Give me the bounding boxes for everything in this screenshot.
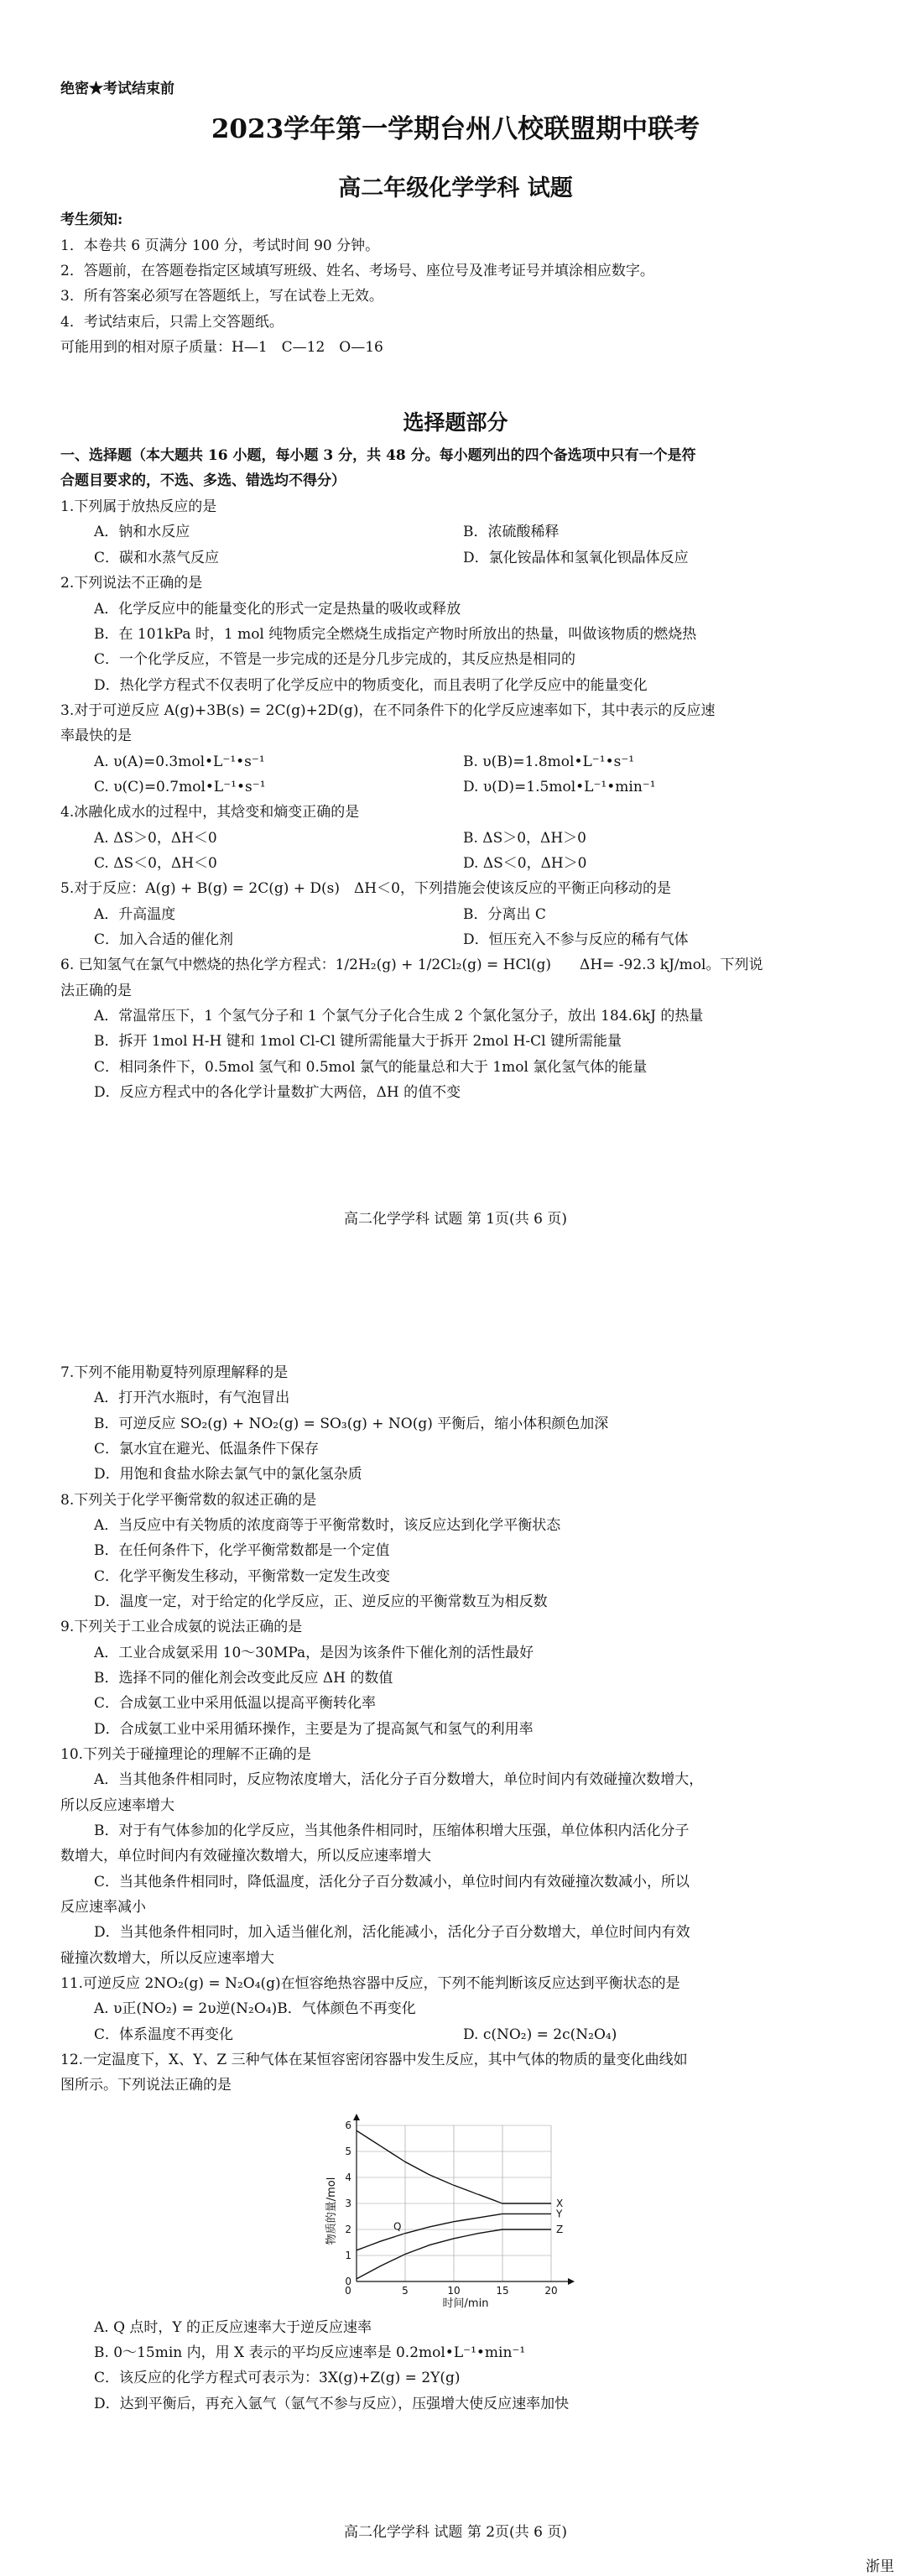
q4-option-a: A. ΔS＞0，ΔH＜0 [94,830,217,847]
x-tick-label: 5 [402,2285,409,2297]
q9-option-b: B．选择不同的催化剂会改变此反应 ΔH 的数值 [94,1670,393,1687]
q4-option-c: C. ΔS＜0，ΔH＜0 [94,855,217,872]
q7-option-d: D．用饱和食盐水除去氯气中的氯化氢杂质 [94,1466,362,1483]
q3-option-d: D. υ(D)=1.5mol•L⁻¹•min⁻¹ [463,779,656,795]
secret-label: 绝密★考试结束前 [60,81,174,97]
q8-option-a: A．当反应中有关物质的浓度商等于平衡常数时，该反应达到化学平衡状态 [94,1517,561,1534]
q11-option-d: D. c(NO₂) = 2c(N₂O₄) [463,2026,617,2043]
notes-heading: 考生须知: [60,211,123,228]
y-axis-label: 物质的量/mol [325,2177,338,2245]
y-tick-label: 5 [345,2146,351,2157]
y-tick-label: 2 [345,2224,351,2235]
q1-option-b: B．浓硫酸稀释 [463,524,560,540]
q6-option-b: B．拆开 1mol H-H 键和 1mol Cl-Cl 键所需能量大于拆开 2mol H-Cl 键所需能量 [94,1033,622,1050]
q2-option-c: C．一个化学反应，不管是一步完成的还是分几步完成的，其反应热是相同的 [94,651,576,668]
q9-stem: 9.下列关于工业合成氨的说法正确的是 [60,1619,303,1635]
x-axis-arrow [568,2278,575,2285]
q3-option-b: B. υ(B)=1.8mol•L⁻¹•s⁻¹ [463,754,635,770]
q8-option-c: C．化学平衡发生移动，平衡常数一定发生改变 [94,1568,391,1585]
q12-option-d: D．达到平衡后，再充入氩气（氩气不参与反应），压强增大使反应速率加快 [94,2396,570,2412]
q2-stem: 2.下列说法不正确的是 [60,575,203,592]
note-item: 3．所有答案必须写在答题纸上，写在试卷上无效。 [60,288,383,305]
section-instructions: 一、选择题（本大题共 16 小题，每小题 3 分，共 48 分。每小题列出的四个备选项中只有一个是符 [60,447,696,464]
q10-option-c-cont: 反应速率减小 [60,1899,146,1916]
q9-option-d: D．合成氨工业中采用循环操作，主要是为了提高氮气和氢气的利用率 [94,1721,534,1738]
q6-stem: 6. 已知氢气在氯气中燃烧的热化学方程式：1/2H₂(g) + 1/2Cl₂(g) = HCl(g) ΔH= -92.3 kJ/mol。下列说 [60,957,763,973]
q5-option-a: A．升高温度 [94,906,176,923]
q11-stem: 11.可逆反应 2NO₂(g) = N₂O₄(g)在恒容绝热容器中反应，下列不能判断该反应达到平衡状态的是 [60,1975,680,1992]
q12-option-b: B. 0～15min 内，用 X 表示的平均反应速率是 0.2mol•L⁻¹•min⁻¹ [94,2344,526,2361]
q2-option-a: A．化学反应中的能量变化的形式一定是热量的吸收或释放 [94,601,461,618]
y-tick-label: 4 [345,2172,351,2183]
series-label-z: Z [556,2224,564,2235]
note-item: 2．答题前，在答题卷指定区域填写班级、姓名、考场号、座位号及准考证号并填涂相应数字。 [60,263,654,279]
y-tick-label: 3 [345,2198,351,2209]
page-footer: 高二化学学科 试题 第 2页(共 6 页) [344,2524,567,2541]
y-tick-label: 0 [345,2276,351,2287]
section-title: 选择题部分 [403,410,508,435]
q4-stem: 4.冰融化成水的过程中，其焓变和熵变正确的是 [60,804,360,821]
q2-option-b: B．在 101kPa 时，1 mol 纯物质完全燃烧生成指定产物时所放出的热量，叫做该物质的燃烧热 [94,626,697,643]
q7-option-a: A．打开汽水瓶时，有气泡冒出 [94,1390,290,1406]
q9-option-c: C．合成氨工业中采用低温以提高平衡转化率 [94,1695,377,1712]
q9-option-a: A．工业合成氨采用 10～30MPa，是因为该条件下催化剂的活性最好 [94,1645,534,1661]
q12-stem-cont: 图所示。下列说法正确的是 [60,2077,232,2094]
y-axis-arrow [353,2114,360,2120]
x-tick-label: 10 [447,2285,461,2297]
series-label-x: X [556,2198,564,2209]
exam-subtitle: 高二年级化学学科 试题 [338,175,573,201]
x-tick-label: 15 [496,2285,509,2297]
q1-option-a: A．钠和水反应 [94,524,190,540]
y-tick-label: 6 [345,2120,351,2131]
q5-option-b: B．分离出 C [463,906,546,923]
exam-title: 2023学年第一学期台州八校联盟期中联考 [211,114,700,144]
q4-option-b: B. ΔS＞0，ΔH＞0 [463,830,586,847]
q10-option-d: D．当其他条件相同时，加入适当催化剂，活化能减小，活化分子百分数增大，单位时间内有效 [94,1924,690,1941]
q3-option-a: A. υ(A)=0.3mol•L⁻¹•s⁻¹ [94,754,265,770]
q10-option-b: B．对于有气体参加的化学反应，当其他条件相同时，压缩体积增大压强，单位体积内活化分子 [94,1822,690,1839]
note-item: 1．本卷共 6 页满分 100 分，考试时间 90 分钟。 [60,237,380,254]
x-tick-label: 20 [544,2285,558,2297]
q6-stem-cont: 法正确的是 [60,983,132,999]
q10-option-d-cont: 碰撞次数增大，所以反应速率增大 [60,1950,274,1967]
corner-mark: 浙里 [866,2558,894,2575]
q11-option-c: C．体系温度不再变化 [94,2026,234,2043]
q8-stem: 8.下列关于化学平衡常数的叙述正确的是 [60,1492,317,1509]
q5-stem: 5.对于反应：A(g) + B(g) = 2C(g) + D(s) ΔH＜0，下列措施会使该反应的平衡正向移动的是 [60,880,671,897]
q10-option-b-cont: 数增大，单位时间内有效碰撞次数增大，所以反应速率增大 [60,1848,431,1864]
q3-stem: 3.对于可逆反应 A(g)+3B(s) = 2C(g)+2D(g)，在不同条件下的化学反应速率如下，其中表示的反应速 [60,702,716,719]
q1-stem: 1.下列属于放热反应的是 [60,498,217,515]
x-tick-label: 0 [345,2285,351,2297]
q5-option-d: D．恒压充入不参与反应的稀有气体 [463,931,689,948]
q10-option-a-cont: 所以反应速率增大 [60,1797,174,1814]
q7-option-c: C．氯水宜在避光、低温条件下保存 [94,1441,320,1457]
q6-option-d: D．反应方程式中的各化学计量数扩大两倍，ΔH 的值不变 [94,1084,461,1101]
q8-option-b: B．在任何条件下，化学平衡常数都是一个定值 [94,1542,390,1559]
q8-option-d: D．温度一定，对于给定的化学反应，正、逆反应的平衡常数互为相反数 [94,1593,548,1610]
q5-option-c: C．加入合适的催化剂 [94,931,234,948]
q4-option-d: D. ΔS＜0，ΔH＞0 [463,855,587,872]
q7-stem: 7.下列不能用勒夏特列原理解释的是 [60,1364,289,1381]
q1-option-d: D．氯化铵晶体和氢氧化钡晶体反应 [463,550,689,566]
note-item: 4．考试结束后，只需上交答题纸。 [60,314,284,331]
q12-stem: 12.一定温度下，X、Y、Z 三种气体在某恒容密闭容器中发生反应，其中气体的物质的量变化曲线如 [60,2052,688,2068]
q1-option-c: C．碳和水蒸气反应 [94,550,220,566]
q3-option-c: C. υ(C)=0.7mol•L⁻¹•s⁻¹ [94,779,266,795]
series-label-y: Y [556,2208,563,2220]
q11-option-ab: A. υ正(NO₂) = 2υ逆(N₂O₄)B．气体颜色不再变化 [94,2000,416,2017]
point-label-q: Q [393,2220,402,2233]
q10-stem: 10.下列关于碰撞理论的理解不正确的是 [60,1746,312,1763]
q6-option-a: A．常温常压下，1 个氢气分子和 1 个氯气分子化合生成 2 个氯化氢分子，放出 184.6kJ 的热量 [94,1008,704,1025]
x-axis-label: 时间/min [442,2297,489,2310]
q7-option-b: B．可逆反应 SO₂(g) + NO₂(g) = SO₃(g) + NO(g) 平衡后，缩小体积颜色加深 [94,1416,609,1432]
atomic-mass-line: 可能用到的相对原子质量：H—1 C—12 O—16 [60,339,383,356]
amount-time-chart [323,2102,583,2312]
q12-option-a: A. Q 点时，Y 的正反应速率大于逆反应速率 [94,2319,372,2336]
q6-option-c: C．相同条件下，0.5mol 氢气和 0.5mol 氯气的能量总和大于 1mol 氯化氢气体的能量 [94,1059,648,1076]
q10-option-a: A．当其他条件相同时，反应物浓度增大，活化分子百分数增大，单位时间内有效碰撞次数增大， [94,1771,704,1788]
q10-option-c: C．当其他条件相同时，降低温度，活化分子百分数减小，单位时间内有效碰撞次数减小，所以 [94,1874,690,1890]
q2-option-d: D．热化学方程式不仅表明了化学反应中的物质变化，而且表明了化学反应中的能量变化 [94,677,648,694]
q3-stem-cont: 率最快的是 [60,727,132,744]
section-instructions: 合题目要求的，不选、多选、错选均不得分） [60,472,346,489]
q12-option-c: C．该反应的化学方程式可表示为：3X(g)+Z(g) = 2Y(g) [94,2370,461,2386]
y-tick-label: 1 [345,2250,351,2261]
page-footer: 高二化学学科 试题 第 1页(共 6 页) [344,1211,567,1228]
